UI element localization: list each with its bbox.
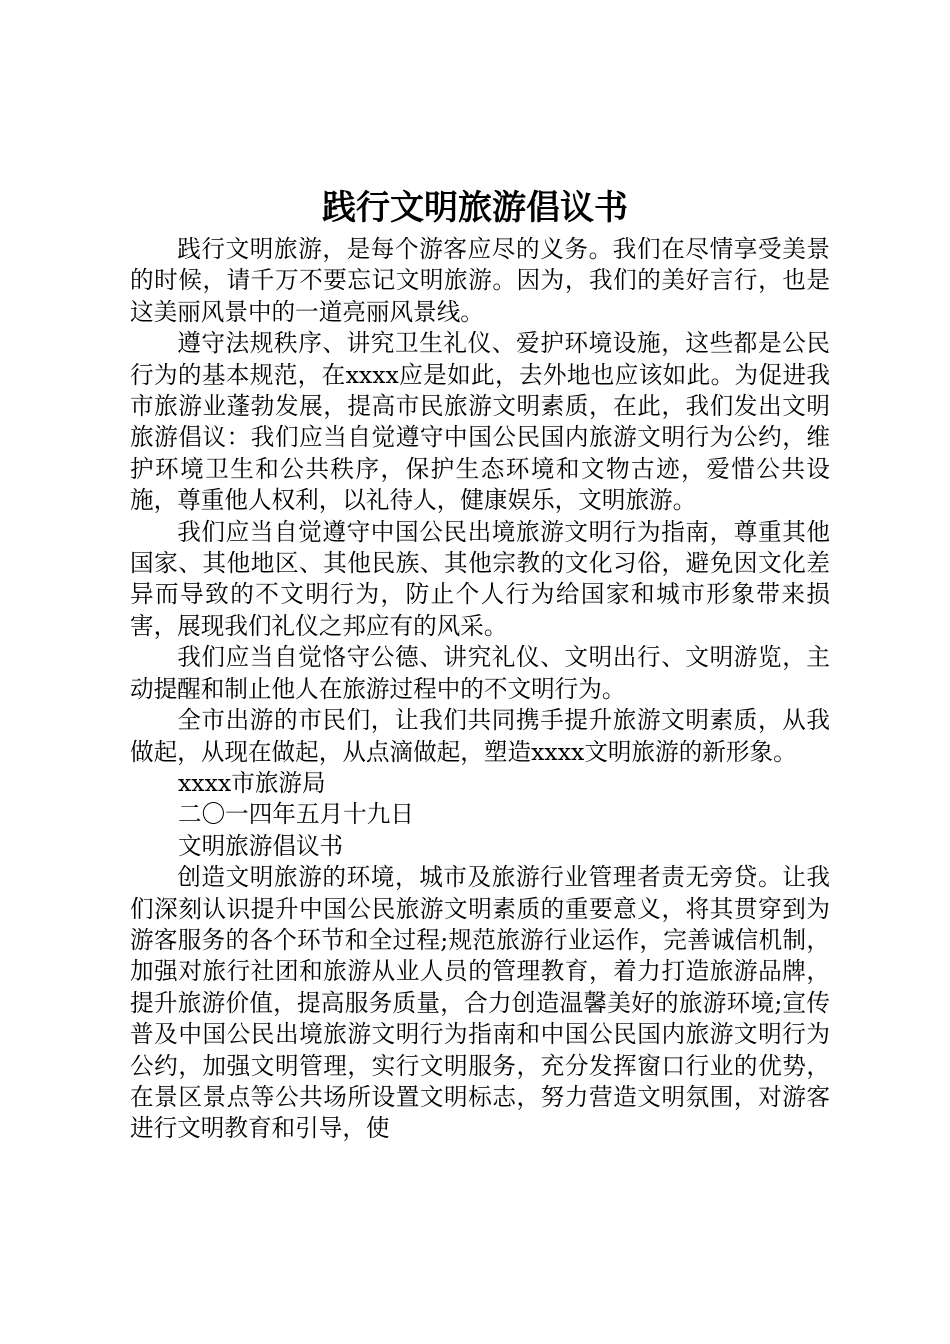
paragraph-5: 全市出游的市民们，让我们共同携手提升旅游文明素质，从我做起，从现在做起，从点滴做起，塑造xxxx文明旅游的新形象。 [130,706,830,766]
paragraph-1: 践行文明旅游，是每个游客应尽的义务。我们在尽情享受美景的时候，请千万不要忘记文明旅游。因为，我们的美好言行，也是这美丽风景中的一道亮丽风景线。 [130,235,830,326]
paragraph-6: 创造文明旅游的环境，城市及旅游行业管理者责无旁贷。让我们深刻认识提升中国公民旅游文明素质的重要意义，将其贯穿到为游客服务的各个环节和全过程;规范旅游行业运作，完善诚信机制，加强对旅行社团和旅游从业人员的管理教育，着力打造旅游品牌，提升旅游价值，提高服务质量，合力创造温馨美好的旅游环境;宣传普及中国公民出境旅游文明行为指南和中国公民国内旅游文明行为公约，加强文明管理，实行文明服务，充分发挥窗口行业的优势，在景区景点等公共场所设置文明标志，努力营造文明氛围，对游客进行文明教育和引导，使 [130,863,830,1143]
signature-date: 二〇一四年五月十九日 [178,800,414,829]
paragraph-4: 我们应当自觉恪守公德、讲究礼仪、文明出行、文明游览，主动提醒和制止他人在旅游过程中的不文明行为。 [130,643,830,703]
second-heading: 文明旅游倡议书 [178,831,344,860]
paragraph-2: 遵守法规秩序、讲究卫生礼仪、爱护环境设施，这些都是公民行为的基本规范，在xxxx应是如此，去外地也应该如此。为促进我市旅游业蓬勃发展，提高市民旅游文明素质，在此，我们发出文明旅游倡议：我们应当自觉遵守中国公民国内旅游文明行为公约，维护环境卫生和公共秩序，保护生态环境和文物古迹，爱惜公共设施，尊重他人权利，以礼待人，健康娱乐，文明旅游。 [130,329,830,515]
signature-org: xxxx市旅游局 [178,768,326,797]
paragraph-3: 我们应当自觉遵守中国公民出境旅游文明行为指南，尊重其他国家、其他地区、其他民族、其他宗教的文化习俗，避免因文化差异而导致的不文明行为，防止个人行为给国家和城市形象带来损害，展现我们礼仪之邦应有的风采。 [130,517,830,640]
document-title: 践行文明旅游倡议书 [322,188,628,228]
document-body [130,234,830,1145]
